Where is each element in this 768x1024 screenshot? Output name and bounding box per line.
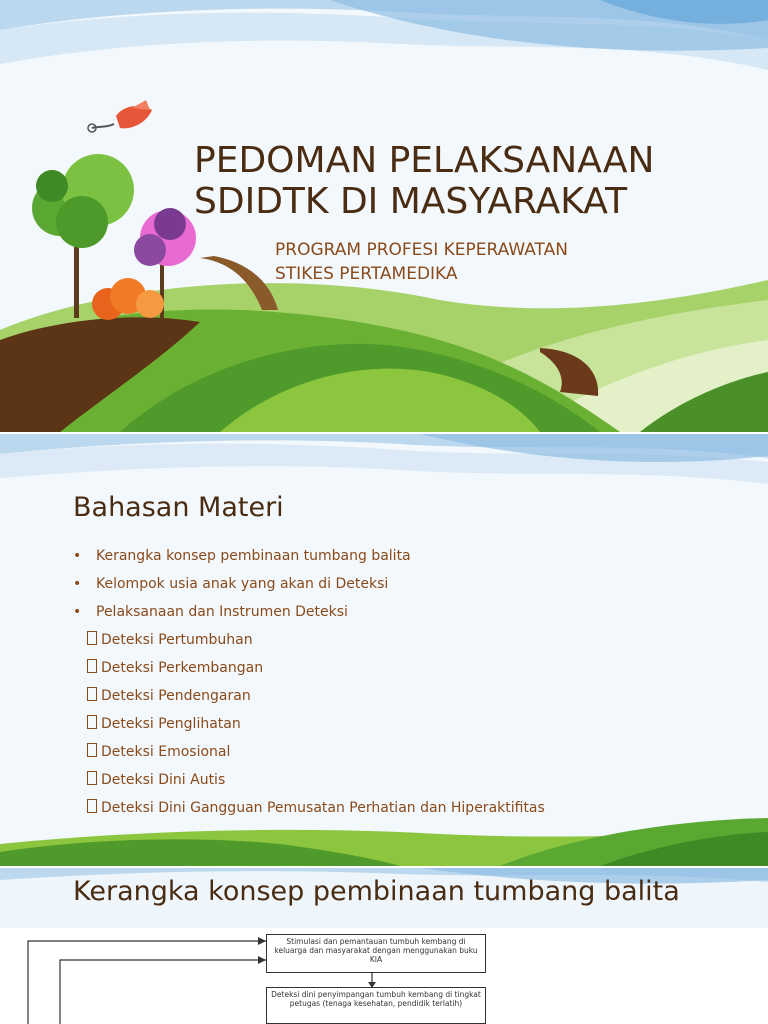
- title-line-1: PEDOMAN PELAKSANAAN: [194, 140, 655, 181]
- sub-list-item: Deteksi Pertumbuhan: [73, 626, 753, 654]
- list-item: • Kerangka konsep pembinaan tumbang balita: [73, 542, 753, 570]
- slide-title-heading: [194, 140, 754, 222]
- missing-glyph-icon: [87, 631, 97, 645]
- agenda-list: [73, 542, 753, 822]
- missing-glyph-icon: [87, 659, 97, 673]
- sub-list-item: Deteksi Emosional: [73, 738, 753, 766]
- list-item: • Pelaksanaan dan Instrumen Deteksi: [73, 598, 753, 626]
- missing-glyph-icon: [87, 743, 97, 757]
- bullet-icon: •: [73, 576, 82, 592]
- slide-framework: [0, 868, 768, 1024]
- sub-list-item: Deteksi Perkembangan: [73, 654, 753, 682]
- missing-glyph-icon: [87, 715, 97, 729]
- slide-agenda: [0, 434, 768, 866]
- slide-title: [0, 0, 768, 432]
- framework-title: Kerangka konsep pembinaan tumbang balita: [73, 876, 680, 907]
- bullet-icon: •: [73, 604, 82, 620]
- slide-subtitle: [275, 238, 745, 286]
- missing-glyph-icon: [87, 771, 97, 785]
- bullet-icon: •: [73, 548, 82, 564]
- sub-list-item: Deteksi Dini Autis: [73, 766, 753, 794]
- missing-glyph-icon: [87, 687, 97, 701]
- subtitle-line-2: STIKES PERTAMEDIKA: [275, 264, 458, 284]
- sub-list-item: Deteksi Pendengaran: [73, 682, 753, 710]
- subtitle-line-1: PROGRAM PROFESI KEPERAWATAN: [275, 240, 568, 260]
- agenda-title: Bahasan Materi: [73, 492, 284, 523]
- list-item: • Kelompok usia anak yang akan di Deteksi: [73, 570, 753, 598]
- missing-glyph-icon: [87, 799, 97, 813]
- title-line-2: SDIDTK DI MASYARAKAT: [194, 181, 628, 222]
- flow-box-early-detection: Deteksi dini penyimpangan tumbuh kembang di tingkat petugas (tenaga kesehatan, pendidik terlatih): [266, 987, 486, 1024]
- sub-list-item: Deteksi Penglihatan: [73, 710, 753, 738]
- sub-list-item: Deteksi Dini Gangguan Pemusatan Perhatian dan Hiperaktifitas: [73, 794, 753, 822]
- flow-box-stimulation: Stimulasi dan pemantauan tumbuh kembang di keluarga dan masyarakat dengan menggunakan buku KIA: [266, 934, 486, 973]
